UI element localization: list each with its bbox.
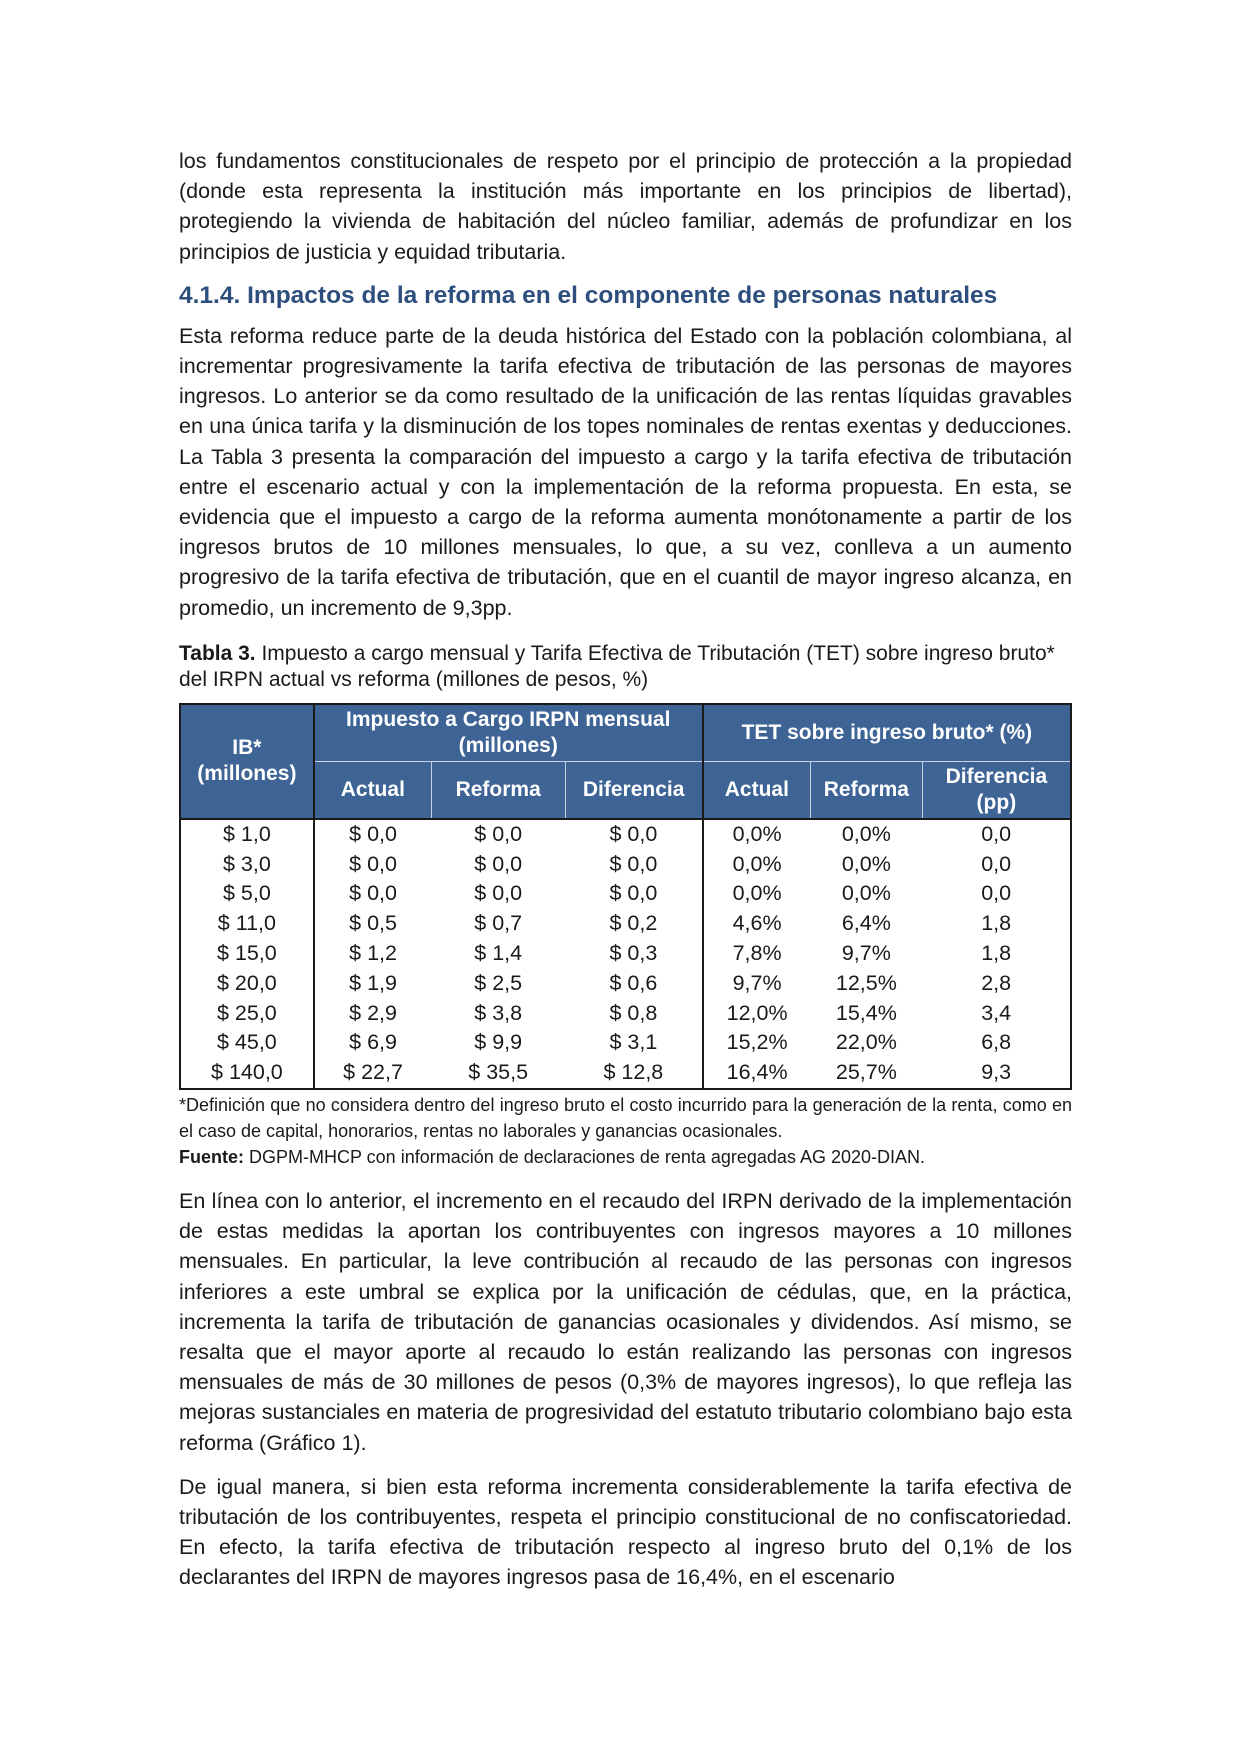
cell-tet-diferencia: 0,0 <box>922 879 1071 909</box>
cell-impuesto-actual: $ 0,5 <box>349 911 397 936</box>
cell-tet-diferencia: 0,0 <box>922 819 1071 850</box>
cell-impuesto-diferencia: $ 12,8 <box>565 1058 703 1089</box>
cell-ib: $ 1,0 <box>180 819 314 850</box>
tax-comparison-table <box>179 703 1072 1090</box>
cell-tet-diferencia: 6,8 <box>922 1028 1071 1058</box>
cell-impuesto-actual: $ 0,0 <box>349 821 397 846</box>
table-row <box>180 969 1071 999</box>
cell-tet-reforma: 0,0% <box>841 881 891 906</box>
header-actual-impuesto: Actual <box>314 761 432 819</box>
cell-ib: $ 140,0 <box>180 1058 314 1089</box>
table-row <box>180 1058 1071 1089</box>
cell-impuesto-diferencia: $ 0,2 <box>565 909 703 939</box>
cell-ib: $ 20,0 <box>180 969 314 999</box>
paragraph-confiscatoriedad: De igual manera, si bien esta reforma incrementa considerablemente la tarifa efectiva de tributación de los contribuyentes, respeta el principio constitucional de no confiscatoriedad. En efecto, la tarifa efectiva de tributación respecto al ingreso bruto del 0,1% de los declarantes del IRPN de mayores ingresos pasa de 16,4%, en el escenario <box>179 1474 1072 1590</box>
table-row <box>180 850 1071 880</box>
paragraph-intro: los fundamentos constitucionales de respeto por el principio de protección a la propiedad (donde esta representa la institución más importante en los principios de libertad), protegiendo la vivienda de habitación del núcleo familiar, además de profundizar en los principios de justicia y equidad tributaria. <box>179 149 1072 264</box>
table-row <box>180 999 1071 1029</box>
cell-impuesto-diferencia: $ 0,8 <box>565 999 703 1029</box>
table-caption <box>179 641 1072 693</box>
cell-tet-reforma: 15,4% <box>835 1000 897 1025</box>
cell-impuesto-reforma: $ 1,4 <box>474 941 523 966</box>
cell-tet-actual: 4,6% <box>732 911 782 936</box>
cell-impuesto-reforma: $ 35,5 <box>431 1058 565 1089</box>
document-page <box>179 146 1072 1593</box>
cell-tet-reforma: 25,7% <box>810 1058 922 1089</box>
cell-tet-diferencia: 3,4 <box>922 999 1071 1029</box>
cell-impuesto-actual: $ 1,2 <box>349 941 397 966</box>
cell-impuesto-actual: $ 0,0 <box>349 851 397 876</box>
table-row <box>180 939 1071 969</box>
paragraph-impacts: Esta reforma reduce parte de la deuda histórica del Estado con la población colombiana, al incrementar progresivamente la tarifa efectiva de tributación de las personas de mayores ingresos. Lo anterior se da como resultado de la unificación de las rentas líquidas gravables en una única tarifa y la disminución de los topes nominales de rentas exentas y deducciones. La Tabla 3 presenta la comparación del impuesto a cargo y la tarifa efectiva de tributación entre el escenario actual y con la implementación de la reforma propuesta. En esta, se evidencia que el impuesto a cargo de la reforma aumenta monótonamente a partir de los ingresos brutos de 10 millones mensuales, lo que, a su vez, conlleva a un aumento progresivo de la tarifa efectiva de tributación, que en el cuantil de mayor ingreso alcanza, en promedio, un incremento de 9,3pp. <box>179 323 1072 620</box>
cell-tet-actual: 7,8% <box>732 941 782 966</box>
cell-impuesto-reforma: $ 2,5 <box>474 970 523 995</box>
table-source <box>179 1144 1072 1170</box>
cell-impuesto-reforma: $ 0,0 <box>474 821 523 846</box>
cell-impuesto-actual: $ 22,7 <box>314 1058 432 1089</box>
cell-ib: $ 5,0 <box>180 879 314 909</box>
cell-impuesto-diferencia: $ 0,6 <box>565 969 703 999</box>
header-reforma-tet: Reforma <box>810 761 922 819</box>
cell-impuesto-diferencia: $ 0,0 <box>565 879 703 909</box>
table-row <box>180 909 1071 939</box>
table-row <box>180 1028 1071 1058</box>
cell-tet-diferencia: 1,8 <box>922 909 1071 939</box>
cell-impuesto-reforma: $ 0,7 <box>474 911 523 936</box>
cell-impuesto-diferencia: $ 0,0 <box>565 850 703 880</box>
cell-impuesto-reforma: $ 0,0 <box>474 851 523 876</box>
cell-ib: $ 15,0 <box>180 939 314 969</box>
cell-tet-actual: 0,0% <box>732 881 782 906</box>
cell-tet-actual: 9,7% <box>732 970 782 995</box>
cell-impuesto-actual: $ 2,9 <box>349 1000 397 1025</box>
cell-tet-diferencia: 9,3 <box>922 1058 1071 1089</box>
table-body <box>180 819 1071 1089</box>
cell-tet-diferencia: 2,8 <box>922 969 1071 999</box>
header-diferencia-impuesto: Diferencia <box>565 761 703 819</box>
table-caption-label: Tabla 3. <box>179 641 256 665</box>
section-heading: 4.1.4. Impactos de la reforma en el componente de personas naturales <box>179 281 998 309</box>
cell-ib: $ 3,0 <box>180 850 314 880</box>
paragraph-recaudo: En línea con lo anterior, el incremento en el recaudo del IRPN derivado de la implementación de estas medidas la aportan los contribuyentes con ingresos mayores a 10 millones mensuales. En particular, la leve contribución al recaudo de las personas con ingresos inferiores a este umbral se explica por la unificación de cédulas, que, en la práctica, incrementa la tarifa de tributación de ganancias ocasionales y dividendos. Así mismo, se resalta que el mayor aporte al recaudo lo están realizando las personas con ingresos mensuales de más de 30 millones de pesos (0,3% de mayores ingresos), lo que refleja las mejoras sustanciales en materia de progresividad del estatuto tributario colombiano bajo esta reforma (Gráfico 1). <box>179 1189 1072 1455</box>
cell-impuesto-actual: $ 6,9 <box>349 1030 397 1055</box>
cell-impuesto-diferencia: $ 0,3 <box>565 939 703 969</box>
cell-tet-actual: 0,0% <box>732 851 782 876</box>
header-group-impuesto: Impuesto a Cargo IRPN mensual (millones) <box>314 704 703 762</box>
cell-impuesto-reforma: $ 9,9 <box>474 1030 523 1055</box>
cell-tet-reforma: 0,0% <box>841 821 891 846</box>
cell-ib: $ 25,0 <box>180 999 314 1029</box>
header-group-tet: TET sobre ingreso bruto* (%) <box>703 704 1071 762</box>
cell-tet-actual: 15,2% <box>726 1030 788 1055</box>
cell-tet-actual: 12,0% <box>726 1000 788 1025</box>
cell-impuesto-actual: $ 1,9 <box>349 970 397 995</box>
table-source-label: Fuente: <box>179 1147 244 1168</box>
table-caption-text: Impuesto a cargo mensual y Tarifa Efectiva de Tributación (TET) sobre ingreso bruto* del IRPN actual vs reforma (millones de pesos, %) <box>179 641 1055 691</box>
cell-tet-reforma: 6,4% <box>841 911 891 936</box>
cell-tet-reforma: 9,7% <box>841 941 891 966</box>
cell-impuesto-reforma: $ 3,8 <box>474 1000 523 1025</box>
table-source-text: DGPM-MHCP con información de declaraciones de renta agregadas AG 2020-DIAN. <box>244 1147 926 1168</box>
cell-tet-reforma: 22,0% <box>835 1030 897 1055</box>
table-footnote: *Definición que no considera dentro del ingreso bruto el costo incurrido para la generación de la renta, como en el caso de capital, honorarios, rentas no laborales y ganancias ocasionales. <box>179 1095 1072 1142</box>
header-actual-tet: Actual <box>703 761 811 819</box>
cell-ib: $ 11,0 <box>180 909 314 939</box>
cell-ib: $ 45,0 <box>180 1028 314 1058</box>
cell-tet-actual: 16,4% <box>703 1058 811 1089</box>
cell-tet-actual: 0,0% <box>732 821 782 846</box>
cell-impuesto-actual: $ 0,0 <box>349 881 397 906</box>
cell-impuesto-diferencia: $ 3,1 <box>565 1028 703 1058</box>
header-diferencia-tet: Diferencia (pp) <box>922 761 1071 819</box>
cell-tet-reforma: 0,0% <box>841 851 891 876</box>
cell-tet-diferencia: 1,8 <box>922 939 1071 969</box>
header-reforma-impuesto: Reforma <box>431 761 565 819</box>
table-row <box>180 819 1071 850</box>
cell-impuesto-reforma: $ 0,0 <box>474 881 523 906</box>
table-row <box>180 879 1071 909</box>
header-ib: IB* (millones) <box>180 704 314 819</box>
cell-tet-reforma: 12,5% <box>835 970 897 995</box>
cell-tet-diferencia: 0,0 <box>922 850 1071 880</box>
cell-impuesto-diferencia: $ 0,0 <box>565 819 703 850</box>
